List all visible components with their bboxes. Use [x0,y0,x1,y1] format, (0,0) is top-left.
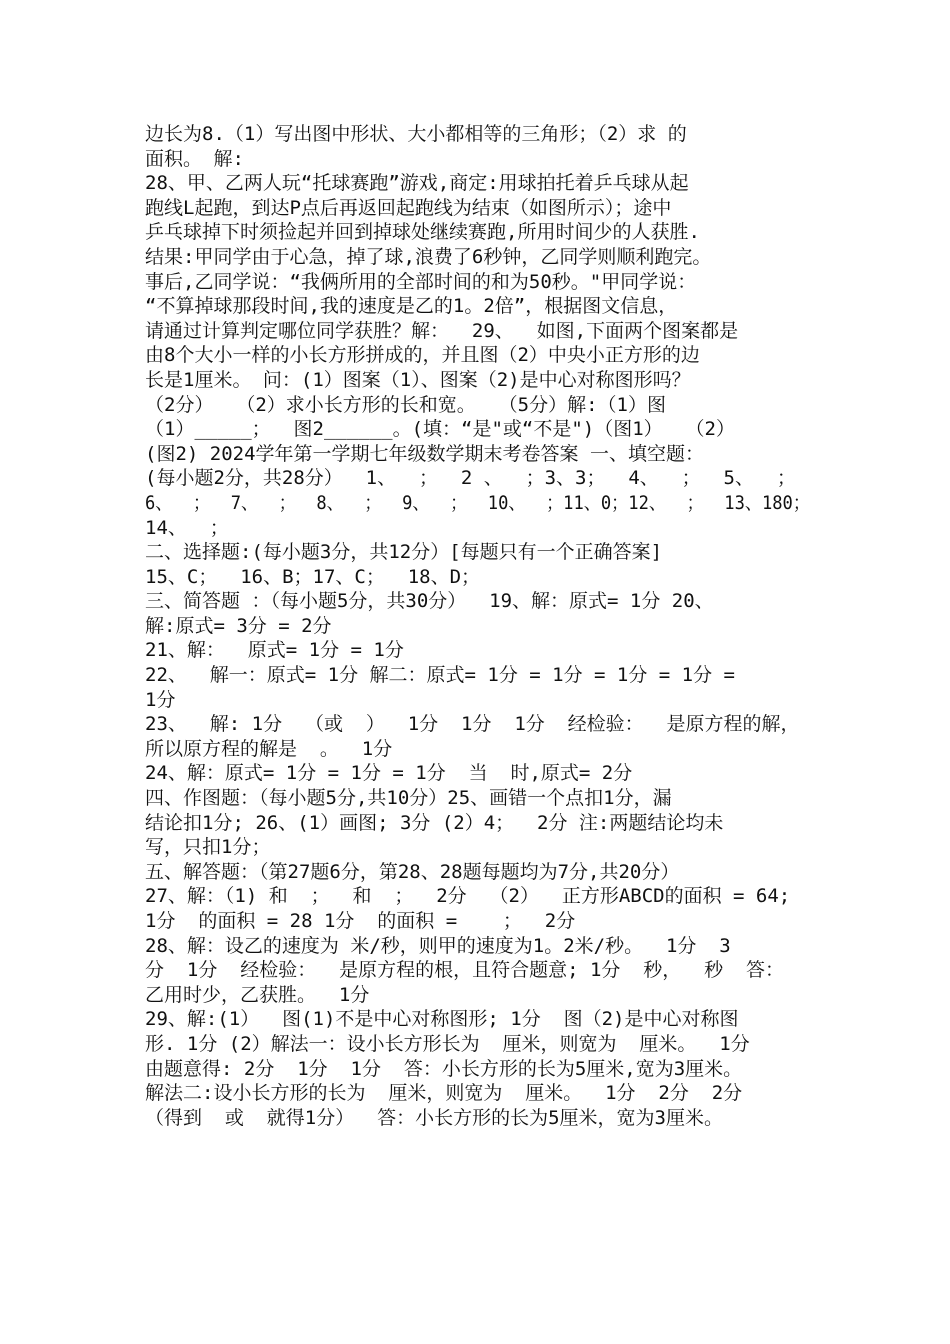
text-line: 6、 ； 7、 ； 8、 ； 9、 ； 10、 ；11、0；12、 ； 13、180； [145,491,810,514]
text-line: 所以原方程的解是 。 1分 [145,737,393,760]
text-line: 边长为8.（1）写出图中形状、大小都相等的三角形；（2）求 的 [145,123,687,145]
text-line: （得到 或 就得1分） 答：小长方形的长为5厘米，宽为3厘米。 [145,1106,723,1129]
text-line: 22、 解一：原式= 1分 解二：原式= 1分 = 1分 = 1分 = 1分 = [145,664,735,687]
text-line: 跑线L起跑，到达P点后再返回起跑线为结束（如图所示）；途中 [145,196,672,219]
document-page [145,122,810,1130]
text-line: 21、解： 原式= 1分 = 1分 [145,639,404,662]
text-line: 二、选择题:(每小题3分，共12分）[每题只有一个正确答案] [145,541,663,564]
text-line: (图2) 2024学年第一学期七年级数学期末考卷答案 一、填空题： [145,442,704,465]
text-line: 五、解答题：（第27题6分，第28、28题每题均为7分,共20分） [145,860,680,883]
text-line: 请通过计算判定哪位同学获胜？解： 29、 如图,下面两个图案都是 [145,319,739,342]
text-line: 面积。 解: [145,147,244,170]
text-line: 15、C； 16、B；17、C； 18、D； [145,565,481,588]
text-line: 结论扣1分; 26、(1）画图; 3分 (2）4； 2分 注:两题结论均未 [145,811,724,834]
text-line: 事后,乙同学说：“我俩所用的全部时间的和为50秒。"甲同学说： [145,270,697,293]
text-line: 14、 ； [145,516,229,539]
text-line: 长是1厘米。 问：(1）图案（1）、图案（2)是中心对称图形吗？ [145,368,691,391]
text-line: 由8个大小一样的小长方形拼成的，并且图（2）中央小正方形的边 [145,344,700,367]
text-line: 29、解:(1） 图(1)不是中心对称图形; 1分 图（2)是中心对称图 [145,1008,739,1031]
text-line: 24、解：原式= 1分 = 1分 = 1分 当 时,原式= 2分 [145,762,633,785]
text-line: 解:原式= 3分 = 2分 [145,614,332,637]
text-line: 23、 解: 1分 （或 ） 1分 1分 1分 经检验： 是原方程的解， [145,713,800,736]
text-line: 1分 [145,688,176,711]
text-line: 28、解：设乙的速度为 米/秒，则甲的速度为1。2米/秒。 1分 3 [145,934,731,957]
text-line: 形. 1分 (2）解法一：设小长方形长为 厘米，则宽为 厘米。 1分 [145,1032,750,1055]
text-line: 结果:甲同学由于心急，掉了球,浪费了6秒钟，乙同学则顺利跑完。 [145,245,712,268]
text-line: （1）_____； 图2______。(填：“是"或“不是")（图1） （2） [145,418,735,441]
text-line: 27、解：（1) 和 ； 和 ； 2分 （2） 正方形ABCD的面积 = 64; [145,885,791,908]
text-line: 28、甲、乙两人玩“托球赛跑”游戏,商定:用球拍托着乒乓球从起 [145,172,689,195]
text-line: 由题意得: 2分 1分 1分 答：小长方形的长为5厘米,宽为3厘米。 [145,1057,743,1080]
text-line: 三、简答题 ：（每小题5分，共30分） 19、解：原式= 1分 20、 [145,590,714,613]
text-line: 解法二:设小长方形的长为 厘米，则宽为 厘米。 1分 2分 2分 [145,1082,743,1105]
text-line: 乙用时少，乙获胜。 1分 [145,983,370,1006]
text-line: (每小题2分，共28分） 1、 ； 2 、 ；3、3； 4、 ； 5、 ； [145,467,796,490]
text-line: （2分） （2）求小长方形的长和宽。 （5分）解:（1）图 [145,393,666,416]
text-line: 1分 的面积 = 28 1分 的面积 = ； 2分 [145,910,576,932]
text-line: 四、作图题：（每小题5分,共10分）25、画错一个点扣1分，漏 [145,787,672,810]
text-line: 写，只扣1分； [145,836,271,859]
text-line: “不算掉球那段时间,我的速度是乙的1。2倍”，根据图文信息， [145,295,678,318]
text-line: 乒乓球掉下时须捡起并回到掉球处继续赛跑,所用时间少的人获胜. [145,221,700,244]
text-line: 分 1分 经检验： 是原方程的根，且符合题意; 1分 秒， 秒 答： [145,959,785,982]
